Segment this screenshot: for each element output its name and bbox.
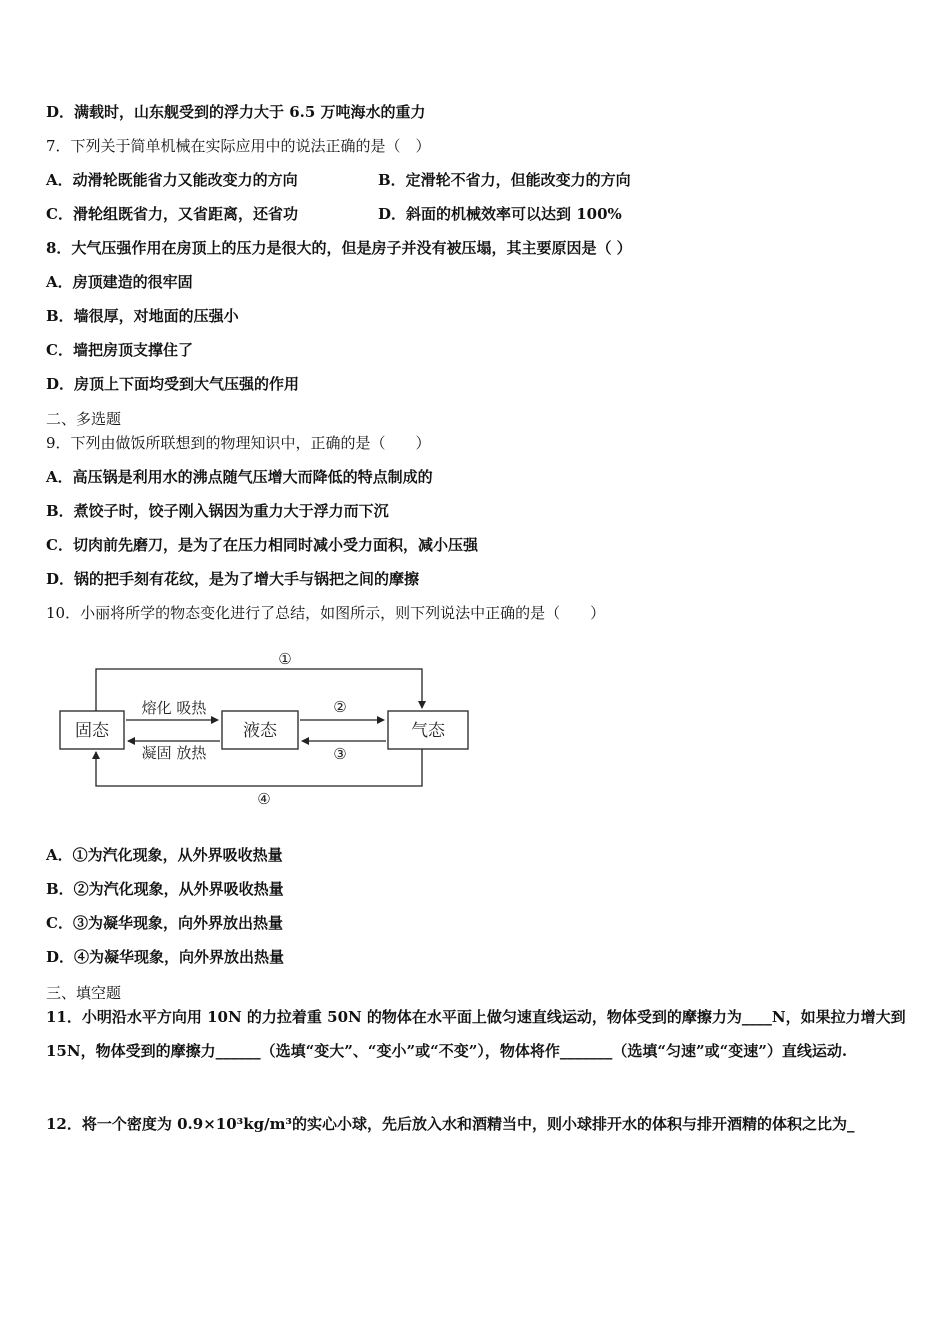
q10-stem: 10．小丽将所学的物态变化进行了总结，如图所示，则下列说法中正确的是（ ） [46, 604, 606, 622]
section-multi-choice-heading: 二、多选题 [46, 410, 122, 428]
q9-option-b: B．煮饺子时，饺子刚入锅因为重力大于浮力而下沉 [46, 502, 389, 520]
q9-option-a: A．高压锅是利用水的沸点随气压增大而降低的特点制成的 [46, 468, 433, 486]
q7-option-d: D．斜面的机械效率可以达到 100% [378, 205, 622, 223]
q12-text: 12．将一个密度为 0.9×10³kg/m³的实心小球，先后放入水和酒精当中，则小球排开水的体积与排开酒精的体积之比为_ [46, 1115, 855, 1133]
q8-option-a: A．房顶建造的很牢固 [46, 273, 193, 291]
arrow-3-number: ③ [333, 745, 347, 763]
q8-stem: 8．大气压强作用在房顶上的压力是很大的，但是房子并没有被压塌，其主要原因是（ ） [46, 239, 632, 257]
state-change-diagram [52, 645, 482, 810]
q6-option-d: D．满载时，山东舰受到的浮力大于 6.5 万吨海水的重力 [46, 103, 426, 121]
q10-option-a: A．①为汽化现象，从外界吸收热量 [46, 846, 283, 864]
liquid-label: 液态 [243, 721, 277, 741]
melt-label: 熔化 吸热 [141, 699, 207, 717]
arrow-1-number: ① [278, 650, 292, 668]
q11-text: 11．小明沿水平方向用 10N 的力拉着重 50N 的物体在水平面上做匀速直线运动，物体受到的摩擦力为____N，如果拉力增大到 15N，物体受到的摩擦力______（选填“变大”、“变小”或“不变”），物体将作_______（选填“匀速”或“变速”）直线运动. [46, 1008, 906, 1060]
q10-option-c: C．③为凝华现象，向外界放出热量 [46, 914, 283, 932]
section-fill-blank-heading: 三、填空题 [46, 984, 122, 1002]
q9-stem: 9．下列由做饭所联想到的物理知识中，正确的是（ ） [46, 434, 431, 452]
q10-option-d: D．④为凝华现象，向外界放出热量 [46, 948, 285, 966]
freeze-label: 凝固 放热 [141, 744, 207, 762]
q8-option-d: D．房顶上下面均受到大气压强的作用 [46, 375, 300, 393]
q8-option-b: B．墙很厚，对地面的压强小 [46, 307, 239, 325]
arrow-2-number: ② [333, 698, 347, 716]
solid-label: 固态 [75, 721, 109, 741]
q7-option-c: C．滑轮组既省力，又省距离，还省功 [46, 205, 298, 223]
q10-option-b: B．②为汽化现象，从外界吸收热量 [46, 880, 284, 898]
q7-option-a: A．动滑轮既能省力又能改变力的方向 [46, 171, 298, 189]
q9-option-d: D．锅的把手刻有花纹，是为了增大手与锅把之间的摩擦 [46, 570, 420, 588]
arrow-4-number: ④ [257, 790, 271, 808]
q7-stem: 7．下列关于简单机械在实际应用中的说法正确的是（ ） [46, 137, 431, 155]
q7-option-b: B．定滑轮不省力，但能改变力的方向 [378, 171, 631, 189]
gas-label: 气态 [411, 721, 445, 741]
q8-option-c: C．墙把房顶支撑住了 [46, 341, 193, 359]
q9-option-c: C．切肉前先磨刀，是为了在压力相同时减小受力面积，减小压强 [46, 536, 478, 554]
